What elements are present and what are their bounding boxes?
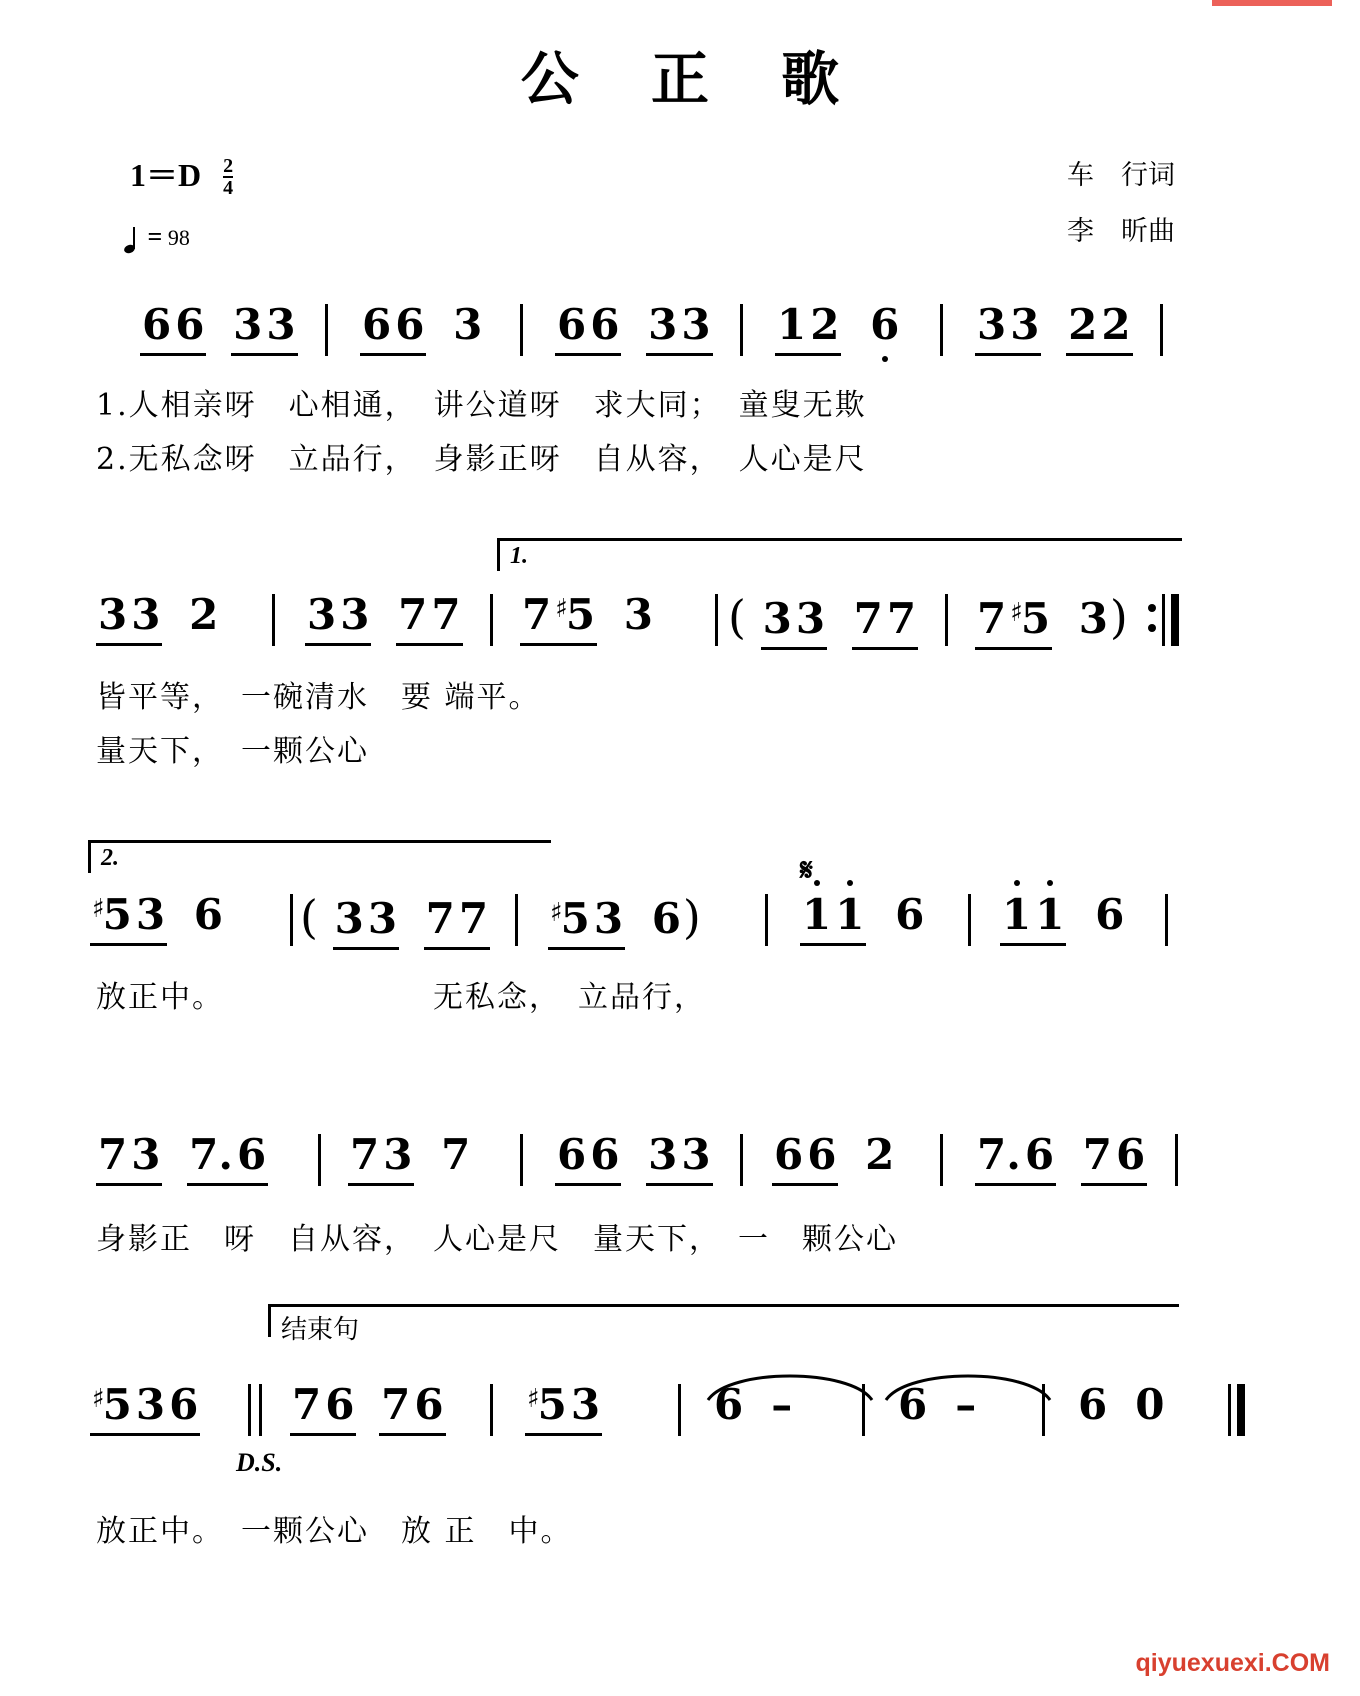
measure-8: 7 ♯5 3	[520, 590, 655, 646]
measure-25: 6 –	[898, 1380, 977, 1429]
page-title: 公 正 歌	[520, 45, 866, 113]
volta-bracket-1	[497, 538, 1182, 571]
barline	[678, 1384, 681, 1436]
measure-21: ♯536	[90, 1380, 200, 1436]
key-signature-label: 1＝D	[130, 157, 202, 193]
barline	[940, 1134, 943, 1186]
measure-17: 73 7	[348, 1130, 472, 1186]
barline	[740, 1134, 743, 1186]
ending-label: 结束句	[281, 1315, 360, 1345]
barline	[520, 304, 523, 356]
barline	[945, 594, 948, 646]
barline	[1175, 1134, 1178, 1186]
quarter-note-icon	[124, 227, 136, 253]
system-2	[0, 543, 1360, 769]
barline	[1042, 1384, 1045, 1436]
measure-15: 11 6	[1000, 890, 1126, 946]
segno-icon: 𝄋	[800, 854, 813, 887]
lyrics-verse-2: 量天下， 一颗公心	[96, 734, 369, 769]
barline	[862, 1384, 865, 1436]
barline	[1160, 304, 1163, 356]
time-signature	[223, 156, 233, 198]
measure-12: ( 33 77	[300, 890, 490, 950]
measure-2: 66 3	[360, 300, 484, 356]
lyrics-verse-1: 身影正 呀 自从容， 人心是尺 量天下， 一 颗公心	[96, 1222, 898, 1257]
measure-26: 6 0	[1078, 1380, 1165, 1429]
barline	[940, 304, 943, 356]
credits	[1067, 148, 1175, 260]
barline	[272, 594, 275, 646]
barline	[740, 304, 743, 356]
measure-14: 11 6	[800, 890, 926, 946]
time-signature-numerator: 2	[223, 154, 234, 177]
composer: 李 昕曲	[1067, 216, 1175, 247]
key-signature	[130, 150, 233, 200]
measure-5: 33 22	[975, 300, 1133, 356]
measure-9: ( 33 77	[728, 590, 918, 650]
system-1	[0, 300, 1360, 477]
barline	[765, 894, 768, 946]
measure-7: 33 77	[305, 590, 463, 646]
system-1-notes	[0, 300, 1360, 362]
system-2-notes	[0, 590, 1360, 652]
lyrics-verse-1: 放正中。 一颗公心 放 正 中。	[96, 1514, 573, 1549]
measure-24: 6 –	[714, 1380, 793, 1429]
watermark: qiyuexuexi.COM	[1135, 1649, 1330, 1677]
repeat-end-barline	[1148, 590, 1182, 650]
red-corner-band	[1212, 0, 1332, 10]
measure-1: 66 33	[140, 300, 298, 356]
system-4	[0, 1130, 1360, 1257]
tempo-marking	[124, 222, 190, 253]
measure-3: 66 33	[555, 300, 713, 356]
barline	[290, 894, 293, 946]
volta-label: 1.	[510, 543, 528, 569]
system-3	[0, 845, 1360, 1015]
barline	[715, 594, 718, 646]
tempo-equals: =	[147, 222, 163, 251]
lyricist: 车 行词	[1067, 160, 1175, 191]
system-5-notes	[0, 1380, 1360, 1442]
ds-mark: D.S.	[236, 1448, 283, 1477]
barline	[318, 1134, 321, 1186]
system-5	[0, 1315, 1360, 1549]
barline	[968, 894, 971, 946]
time-signature-denominator: 4	[223, 176, 234, 199]
barline	[1165, 894, 1168, 946]
measure-13: ♯53 6)	[548, 890, 701, 950]
barline	[515, 894, 518, 946]
volta-label: 2.	[101, 845, 119, 871]
barline	[325, 304, 328, 356]
barline	[520, 1134, 523, 1186]
lyrics-verse-2: 2.无私念呀 立品行， 身影正呀 自从容， 人心是尺	[96, 442, 867, 477]
tempo-bpm: 98	[167, 225, 190, 250]
measure-10: 7 ♯5 3)	[975, 590, 1128, 650]
measure-19: 66 2	[772, 1130, 896, 1186]
measure-16: 73 7.6	[96, 1130, 268, 1186]
measure-23: ♯53	[525, 1380, 602, 1436]
volta-bracket-2	[88, 840, 551, 873]
barline	[490, 594, 493, 646]
measure-22: 76 76	[290, 1380, 446, 1436]
measure-20: 7.6 76	[975, 1130, 1147, 1186]
system-3-notes	[0, 890, 1360, 952]
double-barline	[248, 1384, 270, 1436]
barline	[490, 1384, 493, 1436]
lyrics-verse-1: 放正中。 无私念， 立品行，	[96, 980, 706, 1015]
measure-18: 66 33	[555, 1130, 713, 1186]
ending-bracket	[268, 1304, 1179, 1345]
measure-6: 33 2	[96, 590, 220, 646]
lyrics-verse-1: 1.人相亲呀 心相通， 讲公道呀 求大同； 童叟无欺	[96, 388, 867, 423]
lyrics-verse-1: 皆平等， 一碗清水 要 端平。	[96, 680, 541, 715]
measure-11: ♯53 6	[90, 890, 225, 946]
measure-4: 12 6	[775, 300, 901, 356]
system-4-notes	[0, 1130, 1360, 1192]
final-barline	[1228, 1384, 1248, 1436]
